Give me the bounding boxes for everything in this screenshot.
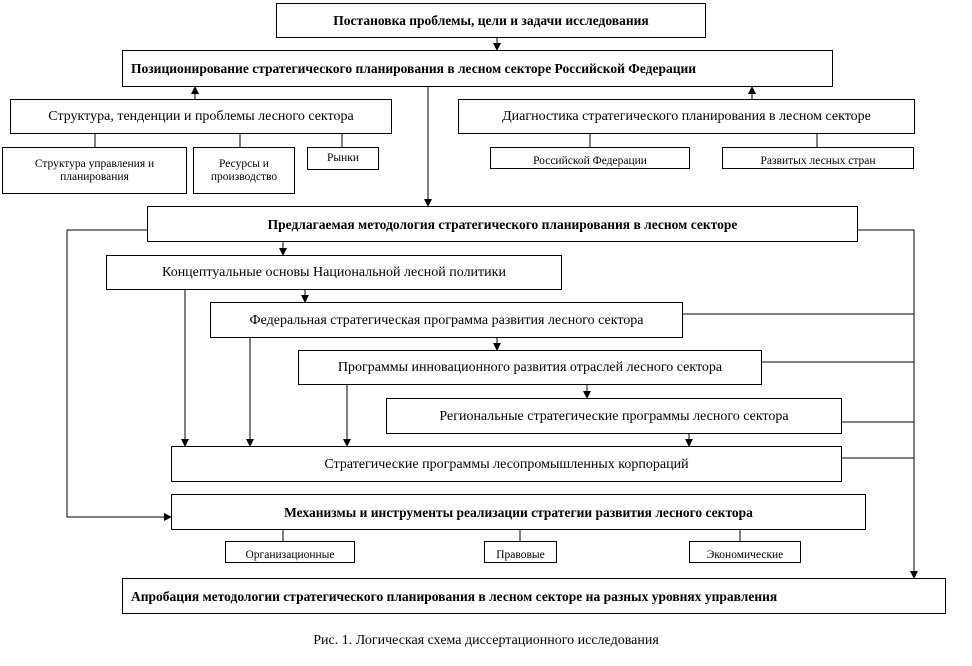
approbation-box: Апробация методологии стратегического планирования в лесном секторе на разных уровнях управления bbox=[122, 578, 946, 614]
figure-caption: Рис. 1. Логическая схема диссертационного исследования bbox=[313, 633, 659, 648]
diagnostics-box: Диагностика стратегического планирования в лесном секторе bbox=[458, 99, 915, 134]
struct-mgmt-box: Структура управления и планирования bbox=[2, 147, 187, 194]
structure-box: Структура, тенденции и проблемы лесного сектора bbox=[10, 99, 392, 134]
innovation-box: Программы инновационного развития отраслей лесного сектора bbox=[298, 350, 762, 385]
developed-box: Развитых лесных стран bbox=[722, 147, 914, 169]
methodology-box: Предлагаемая методология стратегического планирования в лесном секторе bbox=[147, 206, 858, 242]
markets-box: Рынки bbox=[307, 147, 379, 170]
conceptual-box: Концептуальные основы Национальной лесной политики bbox=[106, 255, 562, 290]
federal-box: Федеральная стратегическая программа развития лесного сектора bbox=[210, 302, 683, 338]
organizational-box: Организационные bbox=[225, 541, 355, 563]
resources-box: Ресурсы и производство bbox=[193, 147, 295, 194]
positioning-box: Позиционирование стратегического планирования в лесном секторе Российской Федерации bbox=[122, 50, 833, 87]
mechanisms-box: Механизмы и инструменты реализации стратегии развития лесного сектора bbox=[171, 494, 866, 530]
regional-box: Региональные стратегические программы лесного сектора bbox=[386, 398, 842, 434]
economic-box: Экономические bbox=[689, 541, 801, 563]
corporate-box: Стратегические программы лесопромышленных корпораций bbox=[171, 446, 842, 482]
problem-box: Постановка проблемы, цели и задачи исследования bbox=[276, 3, 706, 38]
line-methodology-right bbox=[858, 230, 914, 578]
legal-box: Правовые bbox=[484, 541, 557, 563]
russia-box: Российской Федерации bbox=[490, 147, 690, 169]
